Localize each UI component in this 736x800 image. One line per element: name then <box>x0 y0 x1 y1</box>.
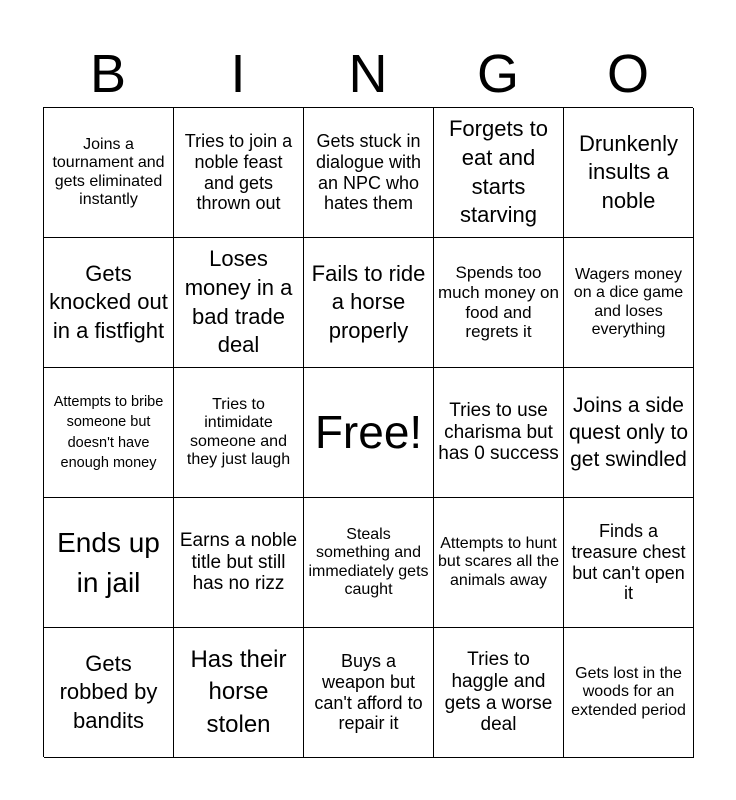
bingo-cell-r1c5[interactable] <box>564 108 694 238</box>
bingo-cell-r1c3[interactable] <box>304 108 434 238</box>
bingo-cell-r2c4[interactable] <box>434 238 564 368</box>
cell-text: Ends up in jail <box>57 527 160 598</box>
cell-text: Spends too much money on food and regrets it <box>438 263 559 342</box>
bingo-cell-r3c4[interactable] <box>434 368 564 498</box>
bingo-cell-r4c3[interactable] <box>304 498 434 628</box>
cell-text: Gets knocked out in a fistfight <box>49 260 168 343</box>
bingo-cell-r2c3[interactable] <box>304 238 434 368</box>
header-letter-o: O <box>606 44 649 104</box>
cell-text: Forgets to eat and starts starving <box>448 116 549 228</box>
bingo-cell-r5c4[interactable] <box>434 628 564 758</box>
bingo-cell-r5c2[interactable] <box>174 628 304 758</box>
cell-text: Gets lost in the woods for an extended period <box>571 664 686 719</box>
bingo-cell-r5c1[interactable] <box>44 628 174 758</box>
cell-text: Attempts to bribe someone but doesn't have enough money <box>53 393 164 471</box>
cell-text: Steals something and immediately gets caught <box>308 525 429 598</box>
bingo-header <box>43 40 693 108</box>
header-letter-i: I <box>230 44 246 104</box>
bingo-cell-r5c3[interactable] <box>304 628 434 758</box>
cell-text: Gets robbed by bandits <box>59 650 158 733</box>
bingo-cell-r1c4[interactable] <box>434 108 564 238</box>
cell-text: Tries to intimidate someone and they just laugh <box>186 395 291 468</box>
bingo-cell-r4c1[interactable] <box>44 498 174 628</box>
bingo-cell-r2c2[interactable] <box>174 238 304 368</box>
cell-text: Earns a noble title but still has no rizz <box>179 529 298 595</box>
bingo-cell-r3c5[interactable] <box>564 368 694 498</box>
cell-text: Free! <box>314 406 423 459</box>
cell-text: Gets stuck in dialogue with an NPC who hates them <box>315 131 422 214</box>
bingo-cell-r2c1[interactable] <box>44 238 174 368</box>
cell-text: Tries to haggle and gets a worse deal <box>444 648 553 736</box>
bingo-cell-r4c5[interactable] <box>564 498 694 628</box>
cell-text: Has their horse stolen <box>190 645 287 738</box>
bingo-cell-r3c2[interactable] <box>174 368 304 498</box>
header-letter-n: N <box>348 44 388 104</box>
bingo-cell-r1c1[interactable] <box>44 108 174 238</box>
cell-text: Tries to use charisma but has 0 success <box>438 399 559 465</box>
header-letter-g: G <box>476 44 519 104</box>
bingo-cell-r2c5[interactable] <box>564 238 694 368</box>
cell-text: Joins a side quest only to get swindled <box>568 393 689 472</box>
cell-text: Loses money in a bad trade deal <box>184 246 293 358</box>
cell-text: Joins a tournament and gets eliminated instantly <box>52 135 165 208</box>
cell-text: Finds a treasure chest but can't open it <box>571 521 686 604</box>
bingo-grid <box>43 107 693 757</box>
bingo-cell-free[interactable] <box>304 368 434 498</box>
bingo-cell-r5c5[interactable] <box>564 628 694 758</box>
header-letter-b: B <box>89 44 127 104</box>
cell-text: Wagers money on a dice game and loses everything <box>573 265 684 338</box>
cell-text: Tries to join a noble feast and gets thrown out <box>184 131 293 214</box>
bingo-cell-r1c2[interactable] <box>174 108 304 238</box>
bingo-cell-r4c2[interactable] <box>174 498 304 628</box>
bingo-cell-r4c4[interactable] <box>434 498 564 628</box>
cell-text: Drunkenly insults a noble <box>578 130 679 213</box>
cell-text: Attempts to hunt but scares all the animals away <box>438 534 559 589</box>
cell-text: Fails to ride a horse properly <box>311 260 426 343</box>
cell-text: Buys a weapon but can't afford to repair it <box>314 651 423 734</box>
bingo-cell-r3c1[interactable] <box>44 368 174 498</box>
